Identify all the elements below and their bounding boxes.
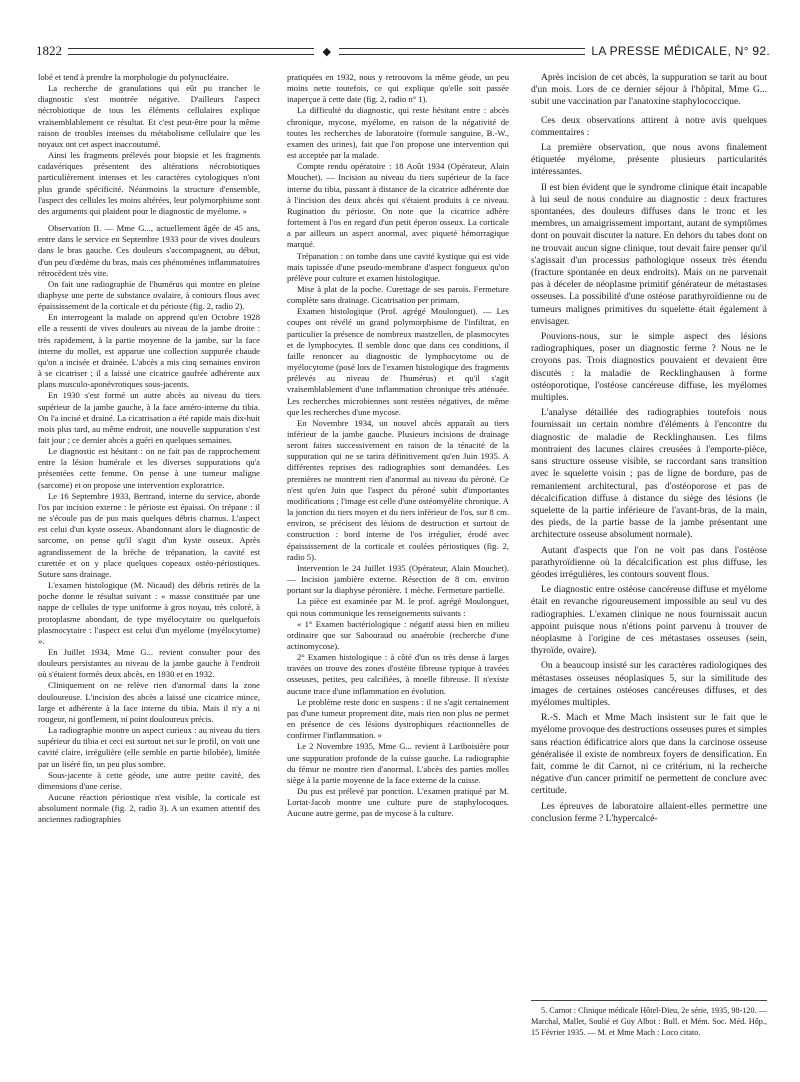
footnotes — [531, 1000, 767, 1038]
paragraph: En interrogeant la malade on apprend qu'en Octobre 1928 elle a ressenti de vives douleurs au niveau de la jambe droite : très rapidement, à la partie moyenne de la jambe, sur la face interne du mollet, est apparue une collection suppurée chaude qu'on a incisée et drainée. L'abcès a mis cinq semaines environ à se cicatriser ; il a laissé une cicatrice gaufrée adhérente aux plans musculo-aponévrotiques sous-jacents. — [38, 312, 260, 390]
paragraph: Compte rendu opératoire : 18 Août 1934 (Opérateur, Alain Mouchet). — Incision au niveau du tiers supérieur de la face interne du tibia, passant à distance de la cicatrice adhérente due à l'incision des deux abcès qui s'étaient produits à ce niveau. Rugination du périoste. On note que la cicatrice adhère fortement à l'os en regard d'un petit éperon osseux. La corticale a par ailleurs un aspect anormal, avec piqueté hémorragique marqué. — [287, 161, 509, 250]
journal-title: LA PRESSE MÉDICALE, N° 92. — [591, 44, 771, 58]
header-rule-right — [339, 48, 585, 55]
running-header — [36, 42, 770, 60]
paragraph: Il est bien évident que le syndrome clinique était incapable à lui seul de nous conduire au diagnostic : deux fractures spontanées, des douleurs diffuses dans le tronc et les membres, un amaigrissement important, autant de symptômes dont on pouvait discuter la nature. En dehors du tabes dont on ne trouvait aucun signe clinique, tout devait faire penser qu'il s'agissait d'un processus pathologique osseux très étendu (fracture spontanée en deux endroits). Mais on ne parvenait pas à déceler de néoplasme primitif générateur de métastases osseuses. La possibilité d'une ostéose parathyroïdienne ou de tumeurs malignes primitives du squelette était également à envisager. — [531, 182, 767, 327]
paragraph: Observation II. — Mme G..., actuellement âgée de 45 ans, entre dans le service en Septembre 1933 pour de vives douleurs dans le bras gauche. Ces douleurs s'accompagnent, au début, d'un peu d'œdème du bras, mais ces phénomènes inflammatoires rétrocèdent très vite. — [38, 223, 260, 278]
paragraph: En Novembre 1934, un nouvel abcès apparaît au tiers inférieur de la jambe gauche. Plusieurs incisions de drainage seront faites successivement en raison de la ténacité de la suppuration qui ne se tarira définitivement qu'en Juin 1935. A différentes reprises des radiographies sont demandées. Les premières ne montrent rien d'anormal au niveau du péroné. Ce n'est qu'en Juin que l'aspect du péroné subit d'importantes modifications ; l'image est celle d'une ostéomyélite chronique. A la jonction du tiers moyen et du tiers inférieur de l'os, sur 8 cm. environ, se précisent des lésions de destruction et surtout de construction : bord interne de l'os irrégulier, érodé avec épaississement de la corticale et coulées périostiques (fig. 2, radio 5). — [287, 417, 509, 562]
paragraph: En Juillet 1934, Mme G... revient consulter pour des douleurs persistantes au niveau de la jambe gauche à l'endroit où s'étaient formés deux abcès, en 1930 et en 1932. — [38, 646, 260, 680]
header-rule-left — [68, 48, 314, 55]
paragraph: Le problème reste donc en suspens : il ne s'agit certainement pas d'une tumeur proprement dite, mais rien non plus ne permet en présence de ces lésions dystrophiques réactionnelles de confirmer l'inflammation. » — [287, 696, 509, 741]
text-column-1 — [38, 72, 260, 825]
paragraph: Sous-jacente à cette géode, une autre petite cavité, des dimensions d'une cerise. — [38, 769, 260, 791]
paragraph: lobé et tend à prendre la morphologie du polynucléaire. — [38, 72, 229, 82]
paragraph: L'examen histologique (M. Nicaud) des débris retirés de la poche donne le résultat suivant : « masse constituée par une nappe de cellules de type uniforme à gros noyau, très coloré, à protoplasme abondant, de type myélocytaire ou quelquefois plasmocytaire : l'aspect est celui d'un myélome (myélocytome) ». — [38, 580, 260, 646]
paragraph: On fait une radiographie de l'humérus qui montre en pleine diaphyse une perte de substance ovalaire, à contours flous avec épaississement de la corticale et du périoste (fig. 2, radio 2). — [38, 278, 260, 312]
paragraph: Cliniquement on ne relève rien d'anormal dans la zone douloureuse. L'incision des abcès a laissé une cicatrice mince, large et adhérente à la face interne du tibia. Mais il n'y a ni rougeur, ni gonflement, ni point douloureux précis. — [38, 680, 260, 724]
paragraph: Mise à plat de la poche. Curettage de ses parois. Fermeture complète sans drainage. Cicatrisation per primam. — [287, 283, 509, 306]
paragraph: On a beaucoup insisté sur les caractères radiologiques des métastases osseuses néoplasiques 5, sur la similitude des images de certaines ostéoses cancéreuses diffuses, et des myélomes multiples. — [531, 661, 767, 708]
paragraph: Le 2 Novembre 1935, Mme G... revient à Lariboisière pour une suppuration profonde de la cuisse gauche. La radiographie du fémur ne montre rien d'anormal. L'abcès des parties molles siège à la partie moyenne de la face externe de la cuisse. — [287, 741, 509, 785]
diamond-ornament-icon: ◆ — [322, 45, 331, 58]
paragraph: La radiographie montre un aspect curieux : au niveau du tiers supérieur du tibia et ceci est surtout net sur le profil, on voit une cavité claire, irrégulière (elle semble en partie bilobée), limitée par un liséré fin, un peu plus sombre. — [38, 725, 260, 769]
paragraph: Le diagnostic entre ostéose cancéreuse diffuse et myélome était en revanche rigoureusement impossible au seul vu des radiographies. L'examen clinique ne nous fournissait aucun appoint puisque nous n'étions point parvenu à trouver de néoplasme à l'origine de ces métastases osseuses (sein, thyroïde, ovaire). — [531, 585, 767, 657]
paragraph: Le 16 Septembre 1933, Bertrand, interne du service, aborde l'os par incision externe : le périoste est épaissi. On trépane : il ne s'écoule pas de pus mais quelques débris charnus. L'aspect est celui d'un kyste osseux. Abandonnant alors le diagnostic de sarcome, on pense qu'il s'agit d'un kyste osseux. Après agrandissement de la brèche de trépanation, la cavité est curettée et on y place quelques copeaux ostéo-périostiques. Suture sans drainage. — [38, 490, 260, 579]
paragraph: Le diagnostic est hésitant : on ne fait pas de rapprochement entre la lésion humérale et les diverses suppurations qu'a présentées cette femme. On pense à une tumeur maligne (sarcome) et on propose une intervention exploratrice. — [38, 446, 260, 490]
paragraph: Trépanation : on tombe dans une cavité kystique qui est vide mais tapissée d'une pseudo-membrane d'aspect fongueux qu'on prélève pour culture et examen histologique. — [287, 250, 509, 283]
paragraph: Du pus est prélevé par ponction. L'examen pratiqué par M. Lortat-Jacob montre une culture pure de staphylocoques. Aucune autre germe, pas de mycose à la culture. — [287, 786, 509, 819]
paragraph: Aucune réaction périostique n'est visible, la corticale est absolument normale (fig. 2, radio 3). A un examen attentif des anciennes radiographies — [38, 792, 260, 825]
paragraph: Intervention le 24 Juillet 1935 (Opérateur, Alain Mouchet). — Incision jambière externe. Résection de 8 cm. environ portant sur la diaphyse péronière. 1 mèche. Fermeture partielle. — [287, 562, 509, 596]
text-column-2 — [287, 72, 509, 819]
paragraph: La pièce est examinée par M. le prof. agrégé Moulonguet, qui nous communique les renseignements suivants : — [287, 596, 509, 618]
paragraph: La difficulté du diagnostic, qui reste hésitant entre : abcès chronique, mycose, myélome, en raison de la négativité de toutes les recherches de laboratoire (formule sanguine, B.-W., examen des urines), fait que l'on propose une intervention qui est acceptée par la malade. — [287, 105, 509, 161]
paragraph: Autant d'aspects que l'on ne voit pas dans l'ostéose parathyroïdienne où la décalcification est plus diffuse, les géodes irrégulières, les contours souvent flous. — [531, 545, 767, 580]
paragraph: « 1° Examen bactériologique : négatif aussi bien en milieu ordinaire que sur Sabouraud ou anaérobie (recherche d'une actinomycose). — [287, 618, 509, 651]
paragraph: Examen histologique (Prof. agrégé Moulonguet). — Les coupes ont révélé un grand polymorphisme de l'infiltrat, en particulier la présence de nombreux mastzellen, de plasmocytes et de lymphocytes. Il semble donc que dans ces conditions, il faille renoncer au diagnostic de lymphocytome ou de myélocytome (posé lors de l'examen histologique des fragments prélevés au niveau de l'humérus) et qu'il s'agit vraisemblablement d'une inflammation chronique très atténuée. Les recherches microbiennes sont restées négatives, de même que les recherches d'une mycose. — [287, 306, 509, 417]
paragraph: 2° Examen histologique : à côté d'un os très dense à larges travées on trouve des zones d'ostéite fibreuse typique à travées osseuses, petites, peu calcifiées, à moelle fibreuse. Il n'existe aucune trace d'une inflammation en évolution. — [287, 652, 509, 696]
paragraph: Ces deux observations attirent à notre avis quelques commentaires : — [531, 115, 767, 138]
page-number: 1822 — [36, 43, 62, 58]
text-column-3 — [531, 72, 767, 828]
paragraph: En 1930 s'est formé un autre abcès au niveau du tiers supérieur de la jambe gauche, à la face antéro-interne du tibia. On l'a incisé et drainé. La cicatrisation a été rapide mais dix-huit mois plus tard, au même endroit, une nouvelle suppuration s'est fait jour ; ce dernier abcès a guéri en quelques semaines. — [38, 390, 260, 445]
paragraph: Ainsi les fragments prélevés pour biopsie et les fragments cadavériques présentent des altérations nécrobiotiques particulièrement intenses et les caractères cytologiques n'ont plus grande spécificité. Néanmoins la structure d'ensemble, l'aspect des cellules les moins altérées, leur polymorphisme sont des arguments qui plaident pour le diagnostic de myélome. » — [38, 150, 260, 216]
paragraph: pratiquées en 1932, nous y retrouvons la même géode, un peu moins nette toutefois, ce qui explique qu'elle soit passée inaperçue à cette date (fig. 2, radio n° 1). — [287, 72, 509, 105]
paragraph: La recherche de granulations qui eût pu trancher le diagnostic s'est montrée négative. D'ailleurs l'aspect nécrobiotique de tous les éléments cellulaires explique vraisemblablement ce résultat. Et c'est peut-être pour la même raison de troubles intenses du métabolisme cellulaire que les noyaux ont cet aspect inaccoutumé. — [38, 83, 260, 149]
paragraph: Pouvions-nous, sur le simple aspect des lésions radiographiques, poser un diagnostic ferme ? Nous ne le croyons pas. Trois diagnostics pouvaient et devaient être discutés : la maladie de Recklinghausen à forme ostéoporotique, l'ostéose cancéreuse diffuse, les myélomes multiples. — [531, 332, 767, 404]
paragraph: R.-S. Mach et Mme Mach insistent sur le fait que le myélome provoque des destructions osseuses pures et simples sans réaction édificatrice alors que dans la carcinose osseuse généralisée il existe de nombreux foyers de densification. En fait, comme le dit Carnot, ni ce critérium, ni la recherche négative d'un cancer primitif ne permettent de conclure avec certitude. — [531, 713, 767, 797]
paragraph: Les épreuves de laboratoire allaient-elles permettre une conclusion ferme ? L'hypercalcé- — [531, 801, 767, 824]
paragraph: L'analyse détaillée des radiographies toutefois nous fournissait un certain nombre d'éléments à l'encontre du diagnostic de maladie de Recklinghausen. Les films montraient des lacunes claires creusées à l'emporte-pièce, sans structure osseuse visible, se raccordant sans transition avec le squelette voisin ; pas de ligne de bordure, pas de remaniement architectural, pas d'ostéoporose et pas de décalcification diffuse à distance du siège des lésions (le squelette de la partie inférieure de l'avant-bras, de la main, des pieds, de la partie basse de la jambe présentant une architecture osseuse absolument normale). — [531, 408, 767, 541]
paragraph: La première observation, que nous avons finalement étiquetée myélome, présente plusieurs particularités intéressantes. — [531, 143, 767, 178]
paragraph: Après incision de cet abcès, la suppuration se tarit au bout d'un mois. Lors de ce dernier séjour à l'hôpital, Mme G... subit une vaccination par l'anatoxine staphylococcique. — [531, 73, 767, 108]
footnote: 5. Carnot : Clinique médicale Hôtel-Dieu, 2e série, 1935, 98-120. — Marchal, Mallet, Soulié et Guy Albot : Bull. et Mém. Soc. Méd. Hôp., 15 Février 1935. — M. et Mme Mach : Loco citato. — [531, 1006, 767, 1037]
